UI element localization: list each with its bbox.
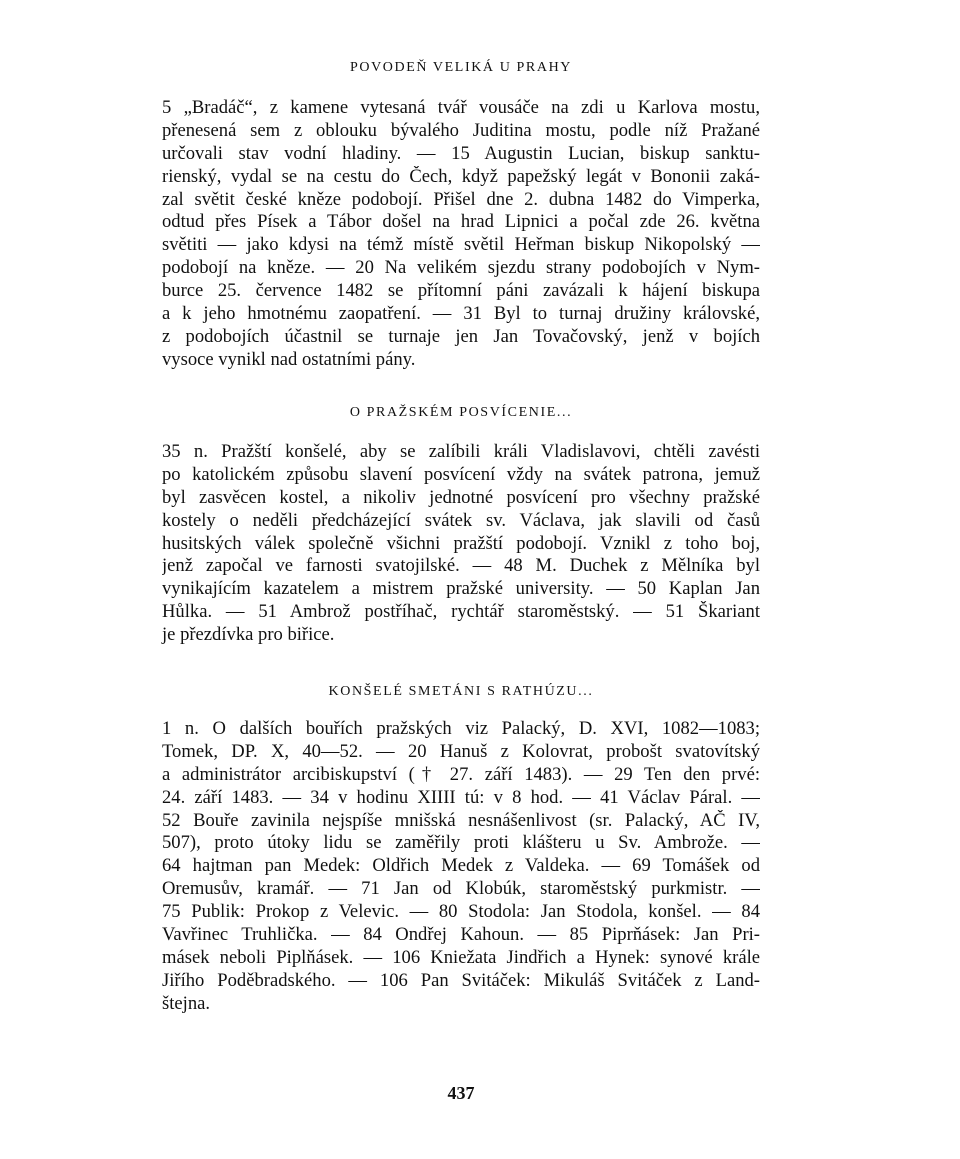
text-line: 52 Bouře zavinila nejspíše mnišská nesnášenlivost (sr. Palacký, AČ IV, [162, 809, 760, 831]
text-line: rienský, vydal se na cestu do Čech, když papežský legát v Bononii zaká- [162, 165, 760, 187]
text-line: kostely o neděli předcházející svátek sv. Václava, jak slavili od časů [162, 509, 760, 531]
text-line: podobojí na kněze. — 20 Na velikém sjezdu strany podobojích v Nym- [162, 257, 760, 279]
text-line: je přezdívka pro biřice. [162, 624, 335, 646]
text-line: odtud přes Písek a Tábor došel na hrad Lipnici a počal zde 26. května [162, 211, 760, 233]
text-line: Vavřinec Truhlička. — 84 Ondřej Kahoun. — 85 Piprňásek: Jan Pri- [162, 924, 760, 946]
page-number: 437 [447, 1083, 475, 1103]
text-line: 75 Publik: Prokop z Velevic. — 80 Stodola: Jan Stodola, konšel. — 84 [162, 901, 760, 923]
text-line: světiti — jako kdysi na témž místě světil Heřman biskup Nikopolský — [162, 234, 760, 256]
commentary-paragraph-povoden [162, 97, 760, 372]
text-line: 35 n. Pražští konšelé, aby se zalíbili králi Vladislavovi, chtěli zavésti [162, 441, 760, 462]
section-heading-povoden: POVODEŇ VELIKÁ U PRAHY [350, 60, 572, 75]
text-line: 64 hajtman pan Medek: Oldřich Medek z Valdeka. — 69 Tomášek od [162, 855, 760, 877]
commentary-paragraph-posviceni [162, 441, 760, 647]
text-line: a k jeho hmotnému zaopatření. — 31 Byl to turnaj družiny královské, [162, 303, 760, 325]
text-line: vysoce vynikl nad ostatními pány. [162, 348, 416, 370]
text-line: jenž započal ve farnosti svatojilské. — 48 M. Duchek z Mělníka byl [162, 555, 760, 577]
text-line: Oremusův, kramář. — 71 Jan od Klobúk, staroměstský purkmistr. — [162, 878, 760, 900]
text-line: z podobojích účastnil se turnaje jen Jan Tovačovský, jenž v bojích [162, 325, 760, 347]
text-line: burce 25. července 1482 se přítomní páni zavázali k hájení biskupa [162, 280, 760, 302]
text-line: určovali stav vodní hladiny. — 15 Augustin Lucian, biskup sanktu- [162, 142, 760, 164]
text-line: zal světit české kněze podobojí. Přišel dne 2. dubna 1482 do Vimperka, [162, 188, 760, 210]
commentary-paragraph-konsele [162, 718, 760, 1016]
text-line: po katolickém způsobu slavení posvícení vždy na svátek patrona, jemuž [162, 463, 760, 485]
text-line: a administrátor arcibiskupství († 27. září 1483). — 29 Ten den prvé: [162, 763, 760, 785]
text-line: 5 „Bradáč“, z kamene vytesaná tvář vousáče na zdi u Karlova mostu, [162, 97, 760, 118]
text-line: Hůlka. — 51 Ambrož postříhač, rychtář staroměstský. — 51 Škariant [162, 601, 760, 623]
text-line: přenesená sem z oblouku bývalého Juditina mostu, podle níž Pražané [162, 119, 760, 141]
text-line: Tomek, DP. X, 40—52. — 20 Hanuš z Kolovrat, probošt svatovítský [162, 740, 760, 762]
text-line: 507), proto útoky lidu se zaměřily proti klášteru u Sv. Ambrože. — [162, 832, 760, 854]
text-line: husitských válek společně všichni pražští podobojí. Vznikl z toho boj, [162, 532, 760, 554]
text-line: 24. září 1483. — 34 v hodinu XIIII tú: v 8 hod. — 41 Václav Páral. — [162, 786, 760, 808]
text-line: Jiřího Poděbradského. — 106 Pan Svitáček: Mikuláš Svitáček z Land- [162, 969, 760, 991]
text-line: másek neboli Piplňásek. — 106 Kniežata Jindřich a Hynek: synové krále [162, 946, 760, 968]
text-line: byl zasvěcen kostel, a nikoliv jednotné posvícení pro všechny pražské [162, 486, 760, 508]
section-heading-posviceni: O PRAŽSKÉM POSVÍCENIE... [349, 405, 573, 420]
text-line: 1 n. O dalších bouřích pražských viz Palacký, D. XVI, 1082—1083; [162, 718, 760, 739]
section-heading-konsele: KONŠELÉ SMETÁNI S RATHÚZU... [328, 684, 594, 699]
text-line: štejna. [162, 992, 211, 1014]
text-line: vynikajícím kazatelem a mistrem pražské university. — 50 Kaplan Jan [162, 578, 760, 600]
